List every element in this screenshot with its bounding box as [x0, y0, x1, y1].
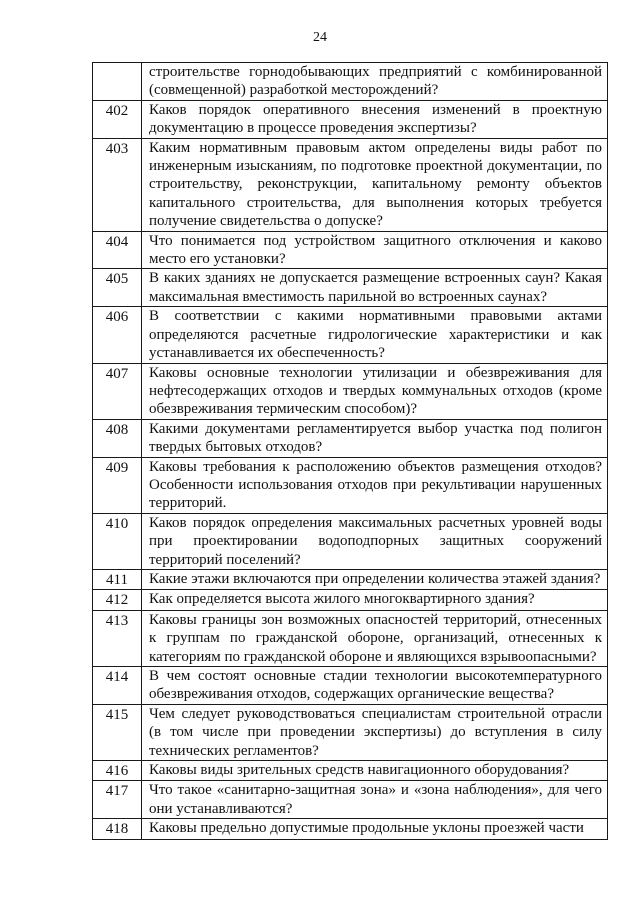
row-number: 407 — [93, 363, 142, 419]
table-row — [93, 269, 608, 307]
table-row — [93, 704, 608, 760]
row-question: Каковы границы зон возможных опасностей территорий, отнесенных к группам по гражданской обороне, организаций, отнесенных к категориям по гражданской обороне и являющихся взрывоопасными? — [142, 610, 608, 666]
row-number: 403 — [93, 138, 142, 231]
row-number: 415 — [93, 704, 142, 760]
row-number: 402 — [93, 100, 142, 138]
row-number — [93, 63, 142, 101]
table-row — [93, 590, 608, 610]
table-row — [93, 513, 608, 569]
row-question: Что понимается под устройством защитного отключения и каково место его установки? — [142, 231, 608, 269]
row-question: Каков порядок оперативного внесения изменений в проектную документацию в процессе проведения экспертизы? — [142, 100, 608, 138]
row-number: 405 — [93, 269, 142, 307]
row-question: В соответствии с какими нормативными правовыми актами определяются расчетные гидрологические характеристики и как устанавливается их обеспеченность? — [142, 307, 608, 363]
row-number: 412 — [93, 590, 142, 610]
row-number: 406 — [93, 307, 142, 363]
table-row — [93, 610, 608, 666]
row-question: В чем состоят основные стадии технологии высокотемпературного обезвреживания отходов, содержащих органические вещества? — [142, 667, 608, 705]
row-question: Каковы требования к расположению объектов размещения отходов? Особенности использования отходов при рекультивации нарушенных территорий. — [142, 457, 608, 513]
row-question: Какие этажи включаются при определении количества этажей здания? — [142, 569, 608, 589]
row-number: 409 — [93, 457, 142, 513]
row-question: Что такое «санитарно-защитная зона» и «зона наблюдения», для чего они устанавливаются? — [142, 781, 608, 819]
row-number: 410 — [93, 513, 142, 569]
table-row — [93, 100, 608, 138]
table-row — [93, 569, 608, 589]
table-row — [93, 819, 608, 839]
row-number: 414 — [93, 667, 142, 705]
table-row — [93, 307, 608, 363]
row-question: Какими документами регламентируется выбор участка под полигон твердых бытовых отходов? — [142, 419, 608, 457]
row-question: строительстве горнодобывающих предприятий с комбинированной (совмещенной) разработкой месторождений? — [142, 63, 608, 101]
table-row — [93, 231, 608, 269]
table-row — [93, 419, 608, 457]
table-row — [93, 457, 608, 513]
row-number: 417 — [93, 781, 142, 819]
row-question: Каковы основные технологии утилизации и обезвреживания для нефтесодержащих отходов и твердых коммунальных отходов (кроме обезвреживания термическим способом)? — [142, 363, 608, 419]
table-row — [93, 667, 608, 705]
row-number: 416 — [93, 761, 142, 781]
page-number: 24 — [313, 30, 327, 45]
table-row — [93, 63, 608, 101]
questions-table — [92, 62, 608, 840]
table-row — [93, 363, 608, 419]
row-question: Каков порядок определения максимальных расчетных уровней воды при проектировании водоподпорных защитных сооружений территорий поселений? — [142, 513, 608, 569]
row-number: 404 — [93, 231, 142, 269]
row-question: Каким нормативным правовым актом определены виды работ по инженерным изысканиям, по подготовке проектной документации, по строительству, реконструкции, капитальному ремонту объектов капитального строительства, для выполнения которых требуется получение свидетельства о допуске? — [142, 138, 608, 231]
row-question: Как определяется высота жилого многоквартирного здания? — [142, 590, 608, 610]
row-question: Каковы предельно допустимые продольные уклоны проезжей части — [142, 819, 608, 839]
row-question: Каковы виды зрительных средств навигационного оборудования? — [142, 761, 608, 781]
row-question: Чем следует руководствоваться специалистам строительной отрасли (в том числе при проведении экспертизы) до вступления в силу технических регламентов? — [142, 704, 608, 760]
row-number: 408 — [93, 419, 142, 457]
row-number: 411 — [93, 569, 142, 589]
row-question: В каких зданиях не допускается размещение встроенных саун? Какая максимальная вместимость парильной во встроенных саунах? — [142, 269, 608, 307]
table-row — [93, 138, 608, 231]
row-number: 413 — [93, 610, 142, 666]
table-row — [93, 761, 608, 781]
table-row — [93, 781, 608, 819]
row-number: 418 — [93, 819, 142, 839]
